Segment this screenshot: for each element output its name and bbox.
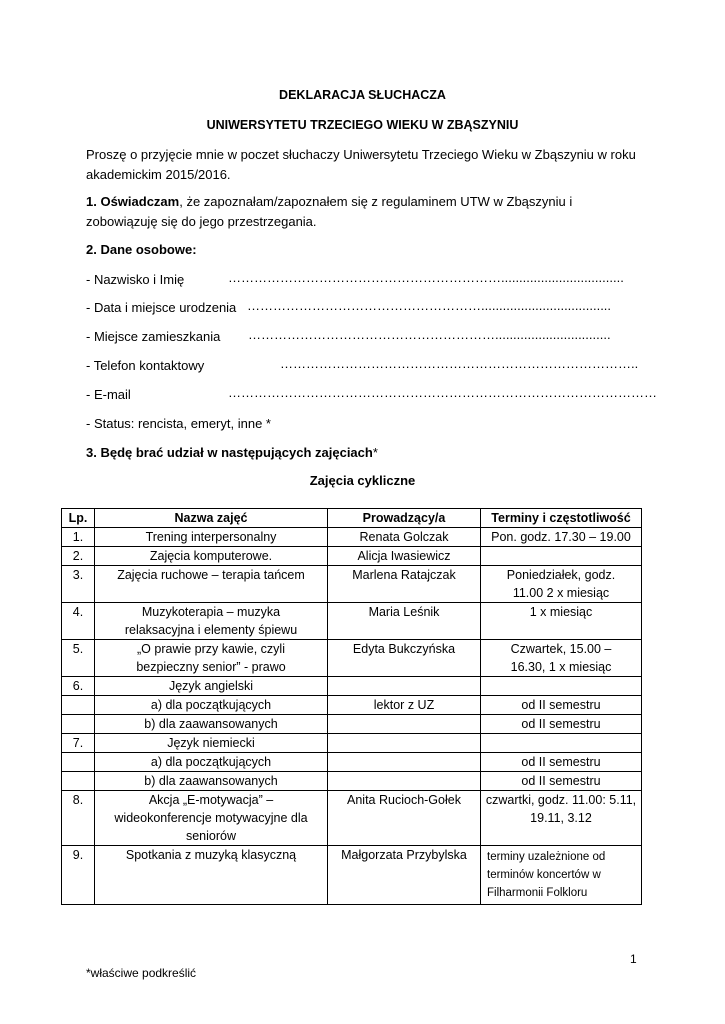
cell-name: b) dla zaawansowanych bbox=[95, 772, 328, 791]
cell-name: Trening interpersonalny bbox=[95, 528, 328, 547]
cell-name: Język angielski bbox=[95, 677, 328, 696]
cell-leader: Anita Rucioch-Gołek bbox=[328, 791, 481, 846]
cell-lp: 7. bbox=[62, 734, 95, 753]
cell-leader bbox=[328, 677, 481, 696]
cell-lp: 4. bbox=[62, 603, 95, 640]
section-2-heading: 2. Dane osobowe: bbox=[86, 242, 197, 257]
cell-leader bbox=[328, 734, 481, 753]
table-row bbox=[62, 715, 642, 734]
cell-lp: 5. bbox=[62, 640, 95, 677]
cell-term: Pon. godz. 17.30 – 19.00 bbox=[481, 528, 642, 547]
cell-leader: Małgorzata Przybylska bbox=[328, 846, 481, 905]
table-row bbox=[62, 640, 642, 677]
cell-lp bbox=[62, 772, 95, 791]
header-name: Nazwa zajęć bbox=[95, 509, 328, 528]
field-status: - Status: rencista, emeryt, inne * bbox=[86, 416, 271, 431]
field-phone-label: - Telefon kontaktowy bbox=[86, 358, 205, 373]
cell-name: Język niemiecki bbox=[95, 734, 328, 753]
field-email-label: - E-mail bbox=[86, 387, 131, 402]
cell-leader: Renata Golczak bbox=[328, 528, 481, 547]
cell-leader bbox=[328, 715, 481, 734]
table-row bbox=[62, 528, 642, 547]
cell-lp: 1. bbox=[62, 528, 95, 547]
cell-leader bbox=[328, 772, 481, 791]
header-lp: Lp. bbox=[62, 509, 95, 528]
cell-term: od II semestru bbox=[481, 696, 642, 715]
cell-term: czwartki, godz. 11.00: 5.11, 19.11, 3.12 bbox=[481, 791, 642, 846]
cell-lp: 6. bbox=[62, 677, 95, 696]
cell-leader: Maria Leśnik bbox=[328, 603, 481, 640]
field-birth bbox=[86, 298, 236, 318]
field-email bbox=[86, 385, 131, 405]
cell-term bbox=[481, 677, 642, 696]
cell-term: terminy uzależnione od terminów koncertów w Filharmonii Folkloru bbox=[481, 846, 642, 905]
cell-name: Zajęcia komputerowe. bbox=[95, 547, 328, 566]
table-header-row bbox=[62, 509, 642, 528]
field-name-dots[interactable]: ……………………………………………………….................................. bbox=[228, 270, 624, 285]
field-birth-label: - Data i miejsce urodzenia bbox=[86, 300, 237, 315]
table-row bbox=[62, 791, 642, 846]
cell-lp: 2. bbox=[62, 547, 95, 566]
field-address-label: - Miejsce zamieszkania bbox=[86, 329, 221, 344]
cell-name: Zajęcia ruchowe – terapia tańcem bbox=[95, 566, 328, 603]
page-number: 1 bbox=[630, 952, 637, 966]
field-name-label: - Nazwisko i Imię bbox=[86, 272, 185, 287]
cell-term bbox=[481, 734, 642, 753]
cell-term: Czwartek, 15.00 – 16.30, 1 x miesiąc bbox=[481, 640, 642, 677]
cell-name: „O prawie przy kawie, czyli bezpieczny senior” - prawo bbox=[95, 640, 328, 677]
cell-lp bbox=[62, 696, 95, 715]
cell-name: b) dla zaawansowanych bbox=[95, 715, 328, 734]
table-row bbox=[62, 772, 642, 791]
cell-leader bbox=[328, 753, 481, 772]
cell-lp bbox=[62, 753, 95, 772]
section-3-asterisk: * bbox=[372, 445, 378, 460]
title-line-1: DEKLARACJA SŁUCHACZA bbox=[279, 88, 446, 102]
field-birth-dots[interactable]: ……………………………………………….................................... bbox=[247, 298, 612, 313]
section-3-paragraph bbox=[86, 443, 646, 463]
cell-lp: 9. bbox=[62, 846, 95, 905]
table-row bbox=[62, 846, 642, 905]
cell-term bbox=[481, 547, 642, 566]
field-address bbox=[86, 327, 220, 347]
table-row bbox=[62, 734, 642, 753]
table-row bbox=[62, 547, 642, 566]
table-row bbox=[62, 603, 642, 640]
table-subheading: Zajęcia cykliczne bbox=[309, 473, 416, 488]
cell-leader: lektor z UZ bbox=[328, 696, 481, 715]
table-row bbox=[62, 677, 642, 696]
cell-name: a) dla początkujących bbox=[95, 753, 328, 772]
section-1-heading: 1. Oświadczam bbox=[86, 194, 180, 209]
cell-name: a) dla początkujących bbox=[95, 696, 328, 715]
cell-term: Poniedziałek, godz. 11.00 2 x miesiąc bbox=[481, 566, 642, 603]
cell-lp: 8. bbox=[62, 791, 95, 846]
cell-name: Akcja „E-motywacja” – wideokonferencje motywacyjne dla seniorów bbox=[95, 791, 328, 846]
field-name bbox=[86, 270, 184, 290]
cell-lp bbox=[62, 715, 95, 734]
field-email-dots[interactable]: ……………………………………………………………………………………… bbox=[228, 385, 657, 400]
cell-lp: 3. bbox=[62, 566, 95, 603]
table-row bbox=[62, 753, 642, 772]
table-row bbox=[62, 696, 642, 715]
field-phone bbox=[86, 356, 204, 376]
footnote: *właściwe podkreślić bbox=[86, 966, 197, 980]
cell-term: od II semestru bbox=[481, 715, 642, 734]
cell-term: od II semestru bbox=[481, 753, 642, 772]
title-line-2: UNIWERSYTETU TRZECIEGO WIEKU W ZBĄSZYNIU bbox=[206, 118, 519, 132]
cell-leader: Edyta Bukczyńska bbox=[328, 640, 481, 677]
field-address-dots[interactable]: …………………………………………………................................ bbox=[248, 327, 611, 342]
header-term: Terminy i częstotliwość bbox=[481, 509, 642, 528]
cell-term: od II semestru bbox=[481, 772, 642, 791]
intro-paragraph: Proszę o przyjęcie mnie w poczet słuchaczy Uniwersytetu Trzeciego Wieku w Zbąszyniu w roku akademickim 2015/2016. bbox=[86, 147, 636, 182]
section-3-heading: 3. Będę brać udział w następujących zajęciach bbox=[86, 445, 373, 460]
cell-name: Spotkania z muzyką klasyczną bbox=[95, 846, 328, 905]
cell-leader: Alicja Iwasiewicz bbox=[328, 547, 481, 566]
header-leader: Prowadzący/a bbox=[328, 509, 481, 528]
table-row bbox=[62, 566, 642, 603]
cell-name: Muzykoterapia – muzyka relaksacyjna i elementy śpiewu bbox=[95, 603, 328, 640]
cell-term: 1 x miesiąc bbox=[481, 603, 642, 640]
section-1-text: , że zapoznałam/zapoznałem się z regulaminem UTW w Zbąszyniu i zobowiązuję się do jego przestrzegania. bbox=[86, 194, 573, 229]
classes-table bbox=[61, 508, 642, 905]
cell-leader: Marlena Ratajczak bbox=[328, 566, 481, 603]
section-1-paragraph bbox=[86, 192, 646, 232]
field-phone-dots[interactable]: ……………………………………………………………………….. bbox=[280, 356, 639, 371]
